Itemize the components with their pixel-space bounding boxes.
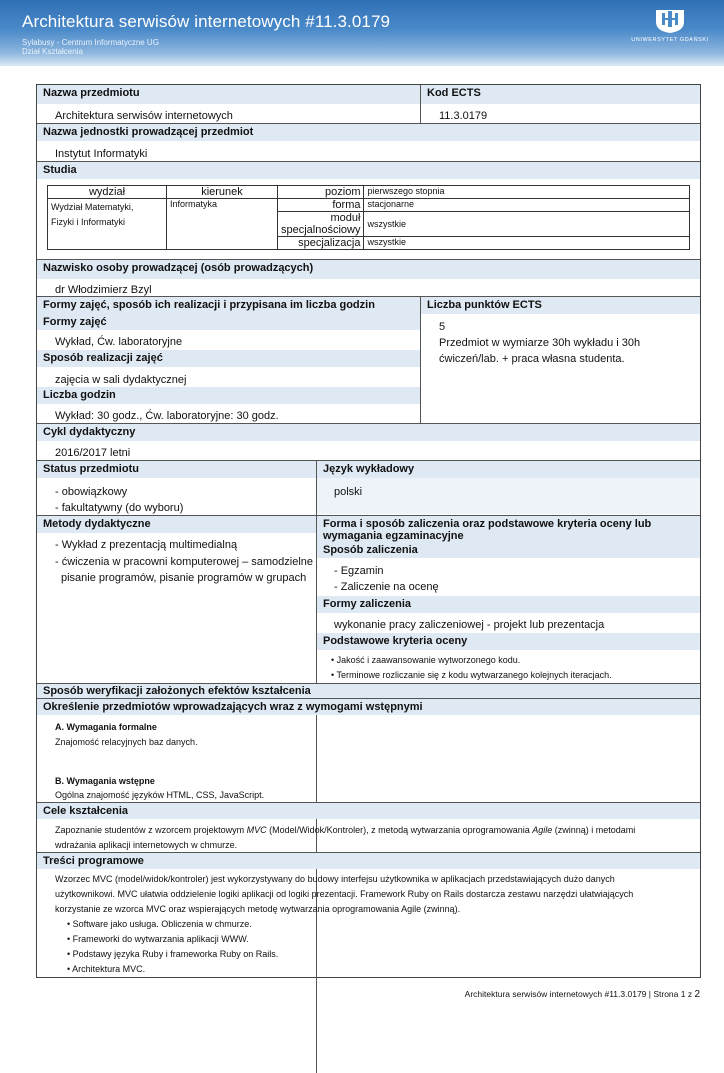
prerequisites-header: Określenie przedmiotów wprowadzających wraz z wymogami wstępnymi <box>37 699 700 715</box>
syllabus-card <box>36 84 701 978</box>
studies-form-value: stacjonarne <box>364 199 690 212</box>
class-forms-value: Wykład, Ćw. laboratoryjne <box>55 336 183 348</box>
ects-code-header: Kod ECTS <box>421 85 700 104</box>
content-header: Treści programowe <box>37 853 700 869</box>
assessment-form-value: wykonanie pracy zaliczeniowej - projekt lub prezentacja <box>334 619 605 631</box>
content-paragraph-line-3: korzystanie ze wzorca MVC oraz wspierających metodę wytwarzania oprogramowania Agile (zwinną). <box>55 904 461 914</box>
faculty-line-2: Fizyki i Informatyki <box>51 217 126 227</box>
language-panel <box>317 478 700 514</box>
header-subtitle-line-2: Dział Kształcenia <box>22 47 83 56</box>
goals-text-1: Zapoznanie studentów z wzorcem projektowym <box>55 825 247 835</box>
footer-text: Architektura serwisów internetowych #11.3.0179 | Strona 1 z <box>464 989 695 999</box>
assessment-form-header: Formy zaliczenia <box>317 596 700 613</box>
language-header: Język wykładowy <box>317 461 700 478</box>
studies-specialization-label: specjalizacja <box>278 237 364 250</box>
assessment-header <box>317 516 700 542</box>
module-label-line-2: specjalnościowy <box>281 224 361 236</box>
goals-line-2: wdrażania aplikacji internetowych w chmurze. <box>55 840 238 850</box>
module-label-line-1: moduł <box>330 212 361 224</box>
studies-level-value: pierwszego stopnia <box>364 186 690 199</box>
assessment-method-1: - Egzamin <box>334 565 384 577</box>
ects-note-line-2: ćwiczeń/lab. + praca własna studenta. <box>439 353 625 365</box>
faculty-line-1: Wydział Matematyki, <box>51 202 134 212</box>
formal-requirements-label: A. Wymagania formalne <box>55 722 157 732</box>
course-name-header: Nazwa przedmiotu <box>37 85 420 104</box>
criteria-header: Podstawowe kryteria oceny <box>317 633 700 650</box>
studies-table <box>47 185 690 250</box>
cycle-header: Cykl dydaktyczny <box>37 424 700 441</box>
assessment-method-2: - Zaliczenie na ocenę <box>334 581 439 593</box>
page-footer <box>0 989 700 1000</box>
class-forms-header: Formy zajęć <box>37 314 420 330</box>
course-name: Architektura serwisów internetowych <box>55 110 233 122</box>
content-bullet-2: • Frameworki do wytwarzania aplikacji WWW. <box>67 934 249 944</box>
status-item-2: - fakultatywny (do wyboru) <box>55 502 184 514</box>
ects-points-value: 5 <box>439 321 446 333</box>
status-item-1: - obowiązkowy <box>55 486 128 498</box>
formal-requirements-text: Znajomość relacyjnych baz danych. <box>55 737 198 747</box>
assessment-method-header: Sposób zaliczenia <box>317 542 700 558</box>
forms-header: Formy zajęć, sposób ich realizacji i przypisana im liczba godzin <box>37 297 420 314</box>
goals-header: Cele kształcenia <box>37 803 700 819</box>
criteria-item-2: • Terminowe rozliczanie się z kodu wytwarzanego kolejnych iteracjach. <box>331 670 612 680</box>
methods-item-2: - ćwiczenia w pracowni komputerowej – samodzielne <box>55 556 314 568</box>
goals-agile: Agile <box>532 825 553 835</box>
content-paragraph-line-2: użytkownikowi. MVC ułatwia oddzielenie logiki aplikacji od logiki prezentacji. Framework Ruby on Rails dostarcza zestawu narzędzi ułatwiających <box>55 889 634 899</box>
unit-name: Instytut Informatyki <box>55 148 148 160</box>
header-subtitle-line-1: Sylabusy - Centrum Informatyczne UG <box>22 38 159 47</box>
unit-header: Nazwa jednostki prowadzącej przedmiot <box>37 124 700 141</box>
hours-header: Liczba godzin <box>37 387 420 404</box>
university-name: UNIWERSYTET GDAŃSKI <box>631 37 709 43</box>
university-emblem-icon <box>650 6 690 34</box>
methods-header: Metody dydaktyczne <box>37 516 316 533</box>
assessment-header-line-1: Forma i sposób zaliczenia oraz podstawowe kryteria oceny lub <box>323 518 652 530</box>
content-paragraph-line-1: Wzorzec MVC (model/widok/kontroler) jest wykorzystywany do budowy interfejsu użytkownika w aplikacjach przedstawiających dużo danych <box>55 874 615 884</box>
language-value: polski <box>334 486 363 498</box>
cycle-value: 2016/2017 letni <box>55 447 131 459</box>
initial-requirements-label: B. Wymagania wstępne <box>55 776 155 786</box>
studies-module-value: wszystkie <box>364 212 690 237</box>
goals-line-1 <box>55 823 635 837</box>
document-title: Architektura serwisów internetowych #11.3.0179 <box>22 12 391 31</box>
assessment-header-line-2: wymagania egzaminacyjne <box>323 530 464 542</box>
ects-code: 11.3.0179 <box>439 110 488 122</box>
teacher-name: dr Włodzimierz Bzyl <box>55 284 152 296</box>
university-logo <box>628 6 712 54</box>
goals-text-2: (Model/Widok/Kontroler), z metodą wytwarzania oprogramowania <box>266 825 533 835</box>
studies-specialization-value: wszystkie <box>364 237 690 250</box>
page-header <box>0 0 724 66</box>
delivery-header: Sposób realizacji zajęć <box>37 350 420 367</box>
content-bullet-1: • Software jako usługa. Obliczenia w chmurze. <box>67 919 252 929</box>
teacher-header: Nazwisko osoby prowadzącej (osób prowadzących) <box>37 260 700 279</box>
hours-value: Wykład: 30 godz., Ćw. laboratoryjne: 30 godz. <box>55 410 279 422</box>
goals-text-3: (zwinną) i metodami <box>552 825 636 835</box>
verification-header: Sposób weryfikacji założonych efektów kształcenia <box>37 684 700 698</box>
content-bullet-3: • Podstawy języka Ruby i frameworka Ruby on Rails. <box>67 949 279 959</box>
methods-item-1: - Wykład z prezentacją multimedialną <box>55 539 238 551</box>
studies-faculty-cell <box>48 199 167 250</box>
methods-item-2-continued: pisanie programów, pisanie programów w grupach <box>61 572 307 584</box>
initial-requirements-text: Ogólna znajomość języków HTML, CSS, JavaScript. <box>55 790 265 800</box>
status-header: Status przedmiotu <box>37 461 316 478</box>
footer-total-pages: 2 <box>694 989 700 1000</box>
divider <box>420 297 421 423</box>
delivery-value: zajęcia w sali dydaktycznej <box>55 374 187 386</box>
studies-module-label <box>278 212 364 237</box>
studies-level-label: poziom <box>278 186 364 199</box>
studies-col-field-header: kierunek <box>167 186 278 199</box>
ects-points-header: Liczba punktów ECTS <box>421 297 700 314</box>
content-bullet-4: • Architektura MVC. <box>67 964 146 974</box>
ects-note-line-1: Przedmiot w wymiarze 30h wykładu i 30h <box>439 337 641 349</box>
studies-form-label: forma <box>278 199 364 212</box>
studies-header: Studia <box>37 162 700 179</box>
criteria-item-1: • Jakość i zaawansowanie wytworzonego kodu. <box>331 655 521 665</box>
goals-mvc: MVC <box>246 825 267 835</box>
studies-field-value: Informatyka <box>167 199 278 250</box>
header-subtitle <box>22 38 159 56</box>
studies-col-faculty-header: wydział <box>48 186 167 199</box>
